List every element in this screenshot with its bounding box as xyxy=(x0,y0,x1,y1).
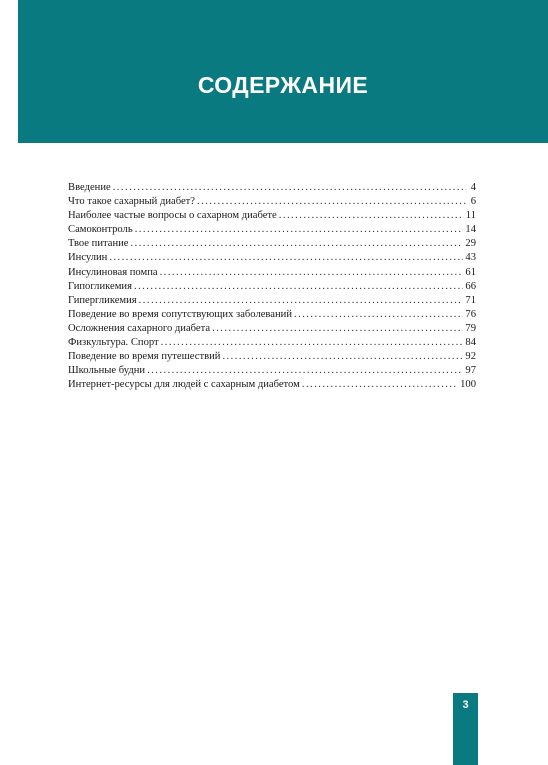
toc-entry-title: Что такое сахарный диабет? xyxy=(68,196,196,208)
toc-entry-page: 79 xyxy=(465,322,476,334)
page-number-tab xyxy=(453,693,478,765)
toc-entry-school[interactable] xyxy=(68,364,476,378)
toc-leader-dots xyxy=(113,181,466,195)
toc-entry-page: 100 xyxy=(460,379,476,391)
toc-entry-title: Наиболее частые вопросы о сахарном диабете xyxy=(68,210,277,222)
toc-entry-page: 84 xyxy=(465,337,476,349)
toc-entry-concurrent-illness[interactable] xyxy=(68,308,476,322)
toc-leader-dots xyxy=(139,294,464,308)
toc-leader-dots xyxy=(134,280,463,294)
toc-leader-dots xyxy=(222,350,463,364)
toc-leader-dots xyxy=(279,209,464,223)
toc-entry-page: 61 xyxy=(465,266,476,278)
toc-entry-nutrition[interactable] xyxy=(68,237,476,251)
toc-entry-title: Гипогликемия xyxy=(68,280,132,292)
toc-entry-hyperglycemia[interactable] xyxy=(68,294,476,308)
toc-entry-title: Поведение во время путешествий xyxy=(68,351,221,363)
toc-entry-page: 71 xyxy=(465,294,476,306)
toc-leader-dots xyxy=(212,322,463,336)
toc-leader-dots xyxy=(302,378,458,392)
table-of-contents xyxy=(68,181,476,392)
toc-entry-title: Введение xyxy=(68,182,111,193)
toc-entry-page: 6 xyxy=(470,196,476,208)
toc-entry-insulin-pump[interactable] xyxy=(68,266,476,280)
toc-entry-page: 76 xyxy=(465,308,476,320)
toc-leader-dots xyxy=(160,266,464,280)
toc-entry-page: 29 xyxy=(465,238,476,250)
toc-entry-title: Инсулиновая помпа xyxy=(68,266,158,278)
page-number: 3 xyxy=(462,699,469,711)
toc-entry-hypoglycemia[interactable] xyxy=(68,280,476,294)
toc-entry-page: 43 xyxy=(465,252,476,264)
toc-entry-introduction[interactable] xyxy=(68,181,476,195)
toc-entry-title: Интернет-ресурсы для людей с сахарным диабетом xyxy=(68,379,300,391)
toc-entry-faq[interactable] xyxy=(68,209,476,223)
toc-leader-dots xyxy=(197,195,466,209)
toc-entry-internet-resources[interactable] xyxy=(68,378,476,392)
toc-leader-dots xyxy=(294,308,463,322)
toc-entry-insulin[interactable] xyxy=(68,251,476,265)
toc-entry-title: Школьные будни xyxy=(68,365,146,377)
toc-entry-page: 97 xyxy=(465,365,476,377)
toc-entry-title: Твое питание xyxy=(68,238,129,250)
toc-entry-complications[interactable] xyxy=(68,322,476,336)
toc-entry-title: Самоконтроль xyxy=(68,224,133,236)
toc-entry-sport[interactable] xyxy=(68,336,476,350)
toc-entry-title: Инсулин xyxy=(68,252,108,264)
toc-leader-dots xyxy=(161,336,464,350)
toc-leader-dots xyxy=(109,251,463,265)
toc-entry-title: Гипергликемия xyxy=(68,294,137,306)
toc-leader-dots xyxy=(147,364,463,378)
toc-entry-title: Осложнения сахарного диабета xyxy=(68,322,211,334)
toc-leader-dots xyxy=(135,223,464,237)
toc-entry-page: 11 xyxy=(465,210,476,222)
toc-entry-title: Физкультура. Спорт xyxy=(68,337,159,349)
header-banner xyxy=(18,0,548,143)
toc-entry-page: 92 xyxy=(465,351,476,363)
page-title: СОДЕРЖАНИЕ xyxy=(197,72,369,98)
toc-entry-what-is-diabetes[interactable] xyxy=(68,195,476,209)
toc-entry-travel[interactable] xyxy=(68,350,476,364)
toc-entry-page: 4 xyxy=(470,182,476,193)
toc-entry-page: 14 xyxy=(465,224,476,236)
toc-entry-title: Поведение во время сопутствующих заболеваний xyxy=(68,308,293,320)
toc-entry-self-control[interactable] xyxy=(68,223,476,237)
toc-entry-page: 66 xyxy=(465,280,476,292)
toc-leader-dots xyxy=(131,237,464,251)
